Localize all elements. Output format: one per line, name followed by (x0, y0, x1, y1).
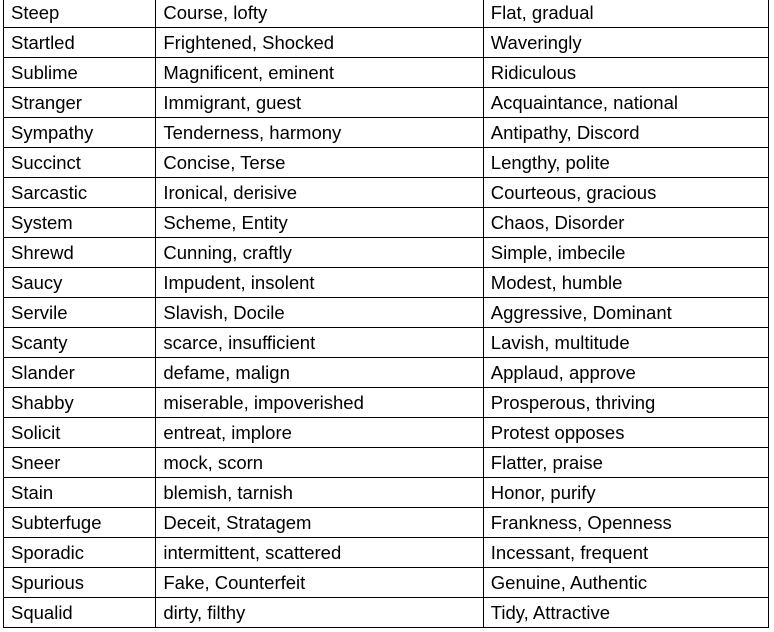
synonyms-cell: Magnificent, eminent (156, 58, 483, 88)
table-row (4, 328, 769, 358)
word-cell: Sporadic (4, 538, 156, 568)
table-row (4, 178, 769, 208)
word-cell: Shabby (4, 388, 156, 418)
vocabulary-table (3, 0, 769, 628)
synonyms-cell: miserable, impoverished (156, 388, 483, 418)
synonyms-cell: mock, scorn (156, 448, 483, 478)
table-row (4, 0, 769, 28)
synonyms-cell: Frightened, Shocked (156, 28, 483, 58)
table-row (4, 88, 769, 118)
antonyms-cell: Antipathy, Discord (483, 118, 768, 148)
word-cell: Subterfuge (4, 508, 156, 538)
word-cell: Stain (4, 478, 156, 508)
synonyms-cell: Scheme, Entity (156, 208, 483, 238)
antonyms-cell: Applaud, approve (483, 358, 768, 388)
antonyms-cell: Flat, gradual (483, 0, 768, 28)
table-row (4, 448, 769, 478)
word-cell: Solicit (4, 418, 156, 448)
synonyms-cell: Fake, Counterfeit (156, 568, 483, 598)
word-cell: Servile (4, 298, 156, 328)
antonyms-cell: Aggressive, Dominant (483, 298, 768, 328)
antonyms-cell: Lengthy, polite (483, 148, 768, 178)
antonyms-cell: Courteous, gracious (483, 178, 768, 208)
antonyms-cell: Genuine, Authentic (483, 568, 768, 598)
synonyms-cell: dirty, filthy (156, 598, 483, 628)
table-row (4, 538, 769, 568)
synonyms-cell: Cunning, craftly (156, 238, 483, 268)
word-cell: Slander (4, 358, 156, 388)
word-cell: System (4, 208, 156, 238)
antonyms-cell: Modest, humble (483, 268, 768, 298)
antonyms-cell: Waveringly (483, 28, 768, 58)
word-cell: Sympathy (4, 118, 156, 148)
table-row (4, 388, 769, 418)
word-cell: Steep (4, 0, 156, 28)
antonyms-cell: Incessant, frequent (483, 538, 768, 568)
antonyms-cell: Simple, imbecile (483, 238, 768, 268)
word-cell: Scanty (4, 328, 156, 358)
word-cell: Startled (4, 28, 156, 58)
antonyms-cell: Tidy, Attractive (483, 598, 768, 628)
antonyms-cell: Ridiculous (483, 58, 768, 88)
table-row (4, 28, 769, 58)
word-cell: Saucy (4, 268, 156, 298)
antonyms-cell: Honor, purify (483, 478, 768, 508)
table-row (4, 148, 769, 178)
table-row (4, 478, 769, 508)
antonyms-cell: Flatter, praise (483, 448, 768, 478)
table-row (4, 568, 769, 598)
antonyms-cell: Protest opposes (483, 418, 768, 448)
table-row (4, 208, 769, 238)
word-cell: Sublime (4, 58, 156, 88)
table-row (4, 298, 769, 328)
antonyms-cell: Chaos, Disorder (483, 208, 768, 238)
synonyms-cell: blemish, tarnish (156, 478, 483, 508)
synonyms-cell: scarce, insufficient (156, 328, 483, 358)
synonyms-cell: entreat, implore (156, 418, 483, 448)
synonyms-cell: Slavish, Docile (156, 298, 483, 328)
vocabulary-table-body (4, 0, 769, 628)
table-row (4, 508, 769, 538)
word-cell: Sarcastic (4, 178, 156, 208)
synonyms-cell: Course, lofty (156, 0, 483, 28)
synonyms-cell: Tenderness, harmony (156, 118, 483, 148)
table-row (4, 238, 769, 268)
synonyms-cell: Deceit, Stratagem (156, 508, 483, 538)
synonyms-cell: Ironical, derisive (156, 178, 483, 208)
antonyms-cell: Acquaintance, national (483, 88, 768, 118)
table-row (4, 118, 769, 148)
word-cell: Spurious (4, 568, 156, 598)
table-row (4, 418, 769, 448)
synonyms-cell: Concise, Terse (156, 148, 483, 178)
word-cell: Squalid (4, 598, 156, 628)
synonyms-cell: defame, malign (156, 358, 483, 388)
synonyms-cell: intermittent, scattered (156, 538, 483, 568)
table-row (4, 268, 769, 298)
word-cell: Succinct (4, 148, 156, 178)
table-row (4, 598, 769, 628)
antonyms-cell: Frankness, Openness (483, 508, 768, 538)
word-cell: Stranger (4, 88, 156, 118)
table-row (4, 58, 769, 88)
antonyms-cell: Prosperous, thriving (483, 388, 768, 418)
antonyms-cell: Lavish, multitude (483, 328, 768, 358)
word-cell: Shrewd (4, 238, 156, 268)
word-cell: Sneer (4, 448, 156, 478)
synonyms-cell: Immigrant, guest (156, 88, 483, 118)
table-row (4, 358, 769, 388)
synonyms-cell: Impudent, insolent (156, 268, 483, 298)
